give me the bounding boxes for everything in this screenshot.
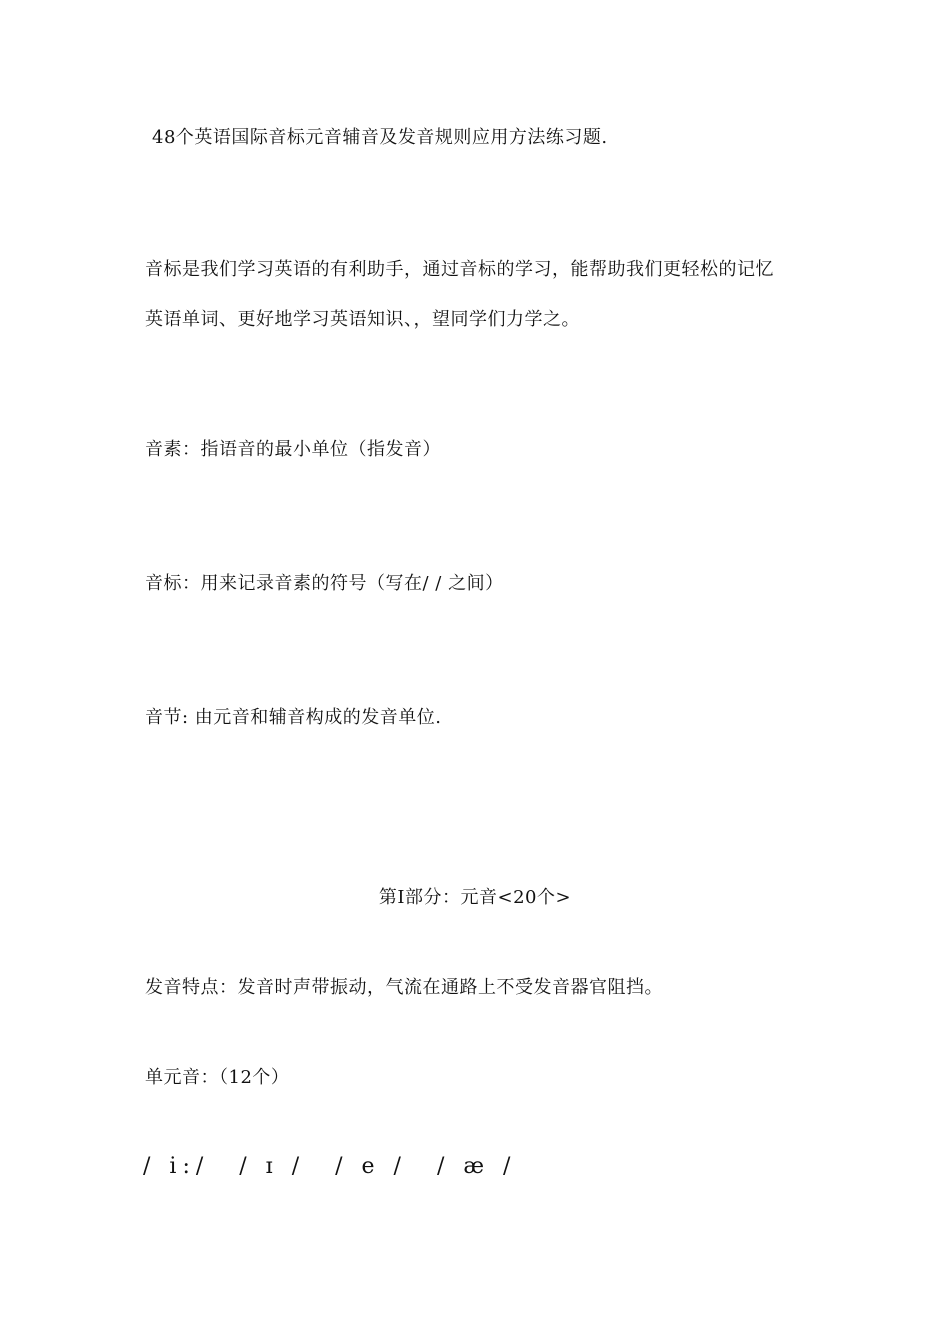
ipa-symbol: / e / xyxy=(335,1153,407,1179)
intro-paragraph-line-2: 英语单词、更好地学习英语知识、，望同学们力学之。 xyxy=(145,309,580,330)
ipa-symbol: / æ / xyxy=(436,1153,517,1179)
definition-phoneme: 音素：指语音的最小单位（指发音） xyxy=(145,439,441,460)
section-heading: 第Ⅰ部分：元音<20个> xyxy=(378,887,572,908)
definition-phonetic-symbol: 音标：用来记录音素的符号（写在/ / 之间） xyxy=(145,573,504,594)
ipa-symbol-row xyxy=(143,1150,516,1182)
definition-syllable: 音节: 由元音和辅音构成的发音单位. xyxy=(145,707,442,728)
intro-paragraph-line-1: 音标是我们学习英语的有利助手，通过音标的学习，能帮助我们更轻松的记忆 xyxy=(145,259,774,280)
document-title: 48个英语国际音标元音辅音及发音规则应用方法练习题. xyxy=(152,127,608,148)
pronunciation-feature: 发音特点：发音时声带振动，气流在通路上不受发音器官阻挡。 xyxy=(145,977,663,998)
monophthong-heading: 单元音：（12个） xyxy=(145,1067,290,1088)
ipa-symbol: / i:/ xyxy=(143,1153,210,1179)
ipa-symbol: / ɪ / xyxy=(239,1153,306,1179)
